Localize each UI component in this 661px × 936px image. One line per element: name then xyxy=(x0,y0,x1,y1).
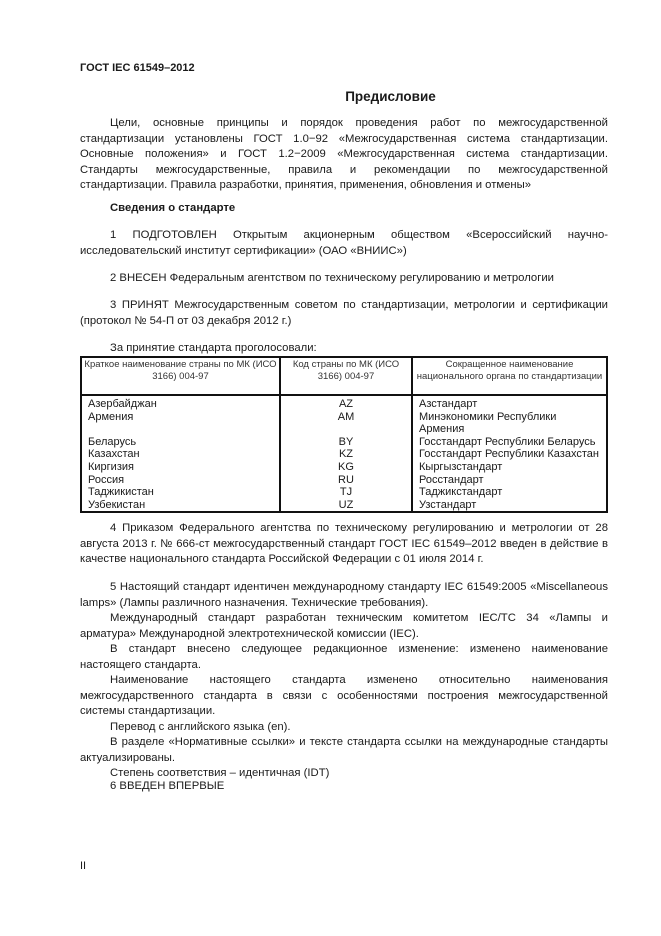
standards-body: Госстандарт Республики Беларусь xyxy=(412,436,607,449)
country-name: Азербайджан xyxy=(81,395,280,411)
country-code: BY xyxy=(280,436,412,449)
country-name: Россия xyxy=(81,474,280,487)
item-1-text: 1 ПОДГОТОВЛЕН Открытым акционерным обществом «Всероссийский научно-исследовательский институт сертификации» (ОАО «ВНИИС») xyxy=(80,229,608,257)
standards-body: Таджикстандарт xyxy=(412,486,607,499)
country-name: Киргизия xyxy=(81,461,280,474)
country-code: KG xyxy=(280,461,412,474)
table-row xyxy=(81,395,607,411)
item-6 xyxy=(80,779,608,795)
item-2-text: 2 ВНЕСЕН Федеральным агентством по техническому регулированию и метрологии xyxy=(110,272,554,284)
country-code: UZ xyxy=(280,499,412,513)
standards-body: Кыргызстандарт xyxy=(412,461,607,474)
item-3 xyxy=(80,298,608,329)
table-row xyxy=(81,499,607,513)
header-country-name: Краткое наименование страны по МК (ИСО 3166) 004-97 xyxy=(81,357,280,395)
standards-body: Госстандарт Республики Казахстан xyxy=(412,448,607,461)
table-header-row xyxy=(81,357,607,395)
item-2 xyxy=(80,271,608,287)
country-name: Беларусь xyxy=(81,436,280,449)
standards-body: Узстандарт xyxy=(412,499,607,513)
standards-body: Азстандарт xyxy=(412,395,607,411)
country-code: TJ xyxy=(280,486,412,499)
table-row xyxy=(81,436,607,449)
vote-caption-block xyxy=(80,341,608,357)
item-5-translation: Перевод с английского языка (en). xyxy=(110,720,291,733)
table-row xyxy=(81,411,607,436)
item-6-text: 6 ВВЕДЕН ВПЕРВЫЕ xyxy=(110,780,225,792)
section-heading-block xyxy=(80,201,608,217)
standards-body: Минэкономики Республики Армения xyxy=(412,411,607,436)
vote-caption: За принятие стандарта проголосовали: xyxy=(110,342,317,354)
country-name: Узбекистан xyxy=(81,499,280,513)
header-country-code: Код страны по МК (ИСО 3166) 004-97 xyxy=(280,357,412,395)
page-number: II xyxy=(80,860,87,872)
item-5-conformity: Степень соответствия – идентичная (IDT) xyxy=(110,767,330,779)
item-4 xyxy=(80,521,608,568)
country-code: AZ xyxy=(280,395,412,411)
voting-countries-table xyxy=(80,356,608,513)
header-standards-body: Сокращенное наименование национального органа по стандартизации xyxy=(412,357,607,395)
item-5-editorial-change: В стандарт внесено следующее редакционное изменение: изменено наименование настоящего стандарта. xyxy=(80,643,608,671)
item-3-text: 3 ПРИНЯТ Межгосударственным советом по стандартизации, метрологии и сертификации (протокол № 54-П от 03 декабря 2012 г.) xyxy=(80,299,608,327)
table-row xyxy=(81,448,607,461)
item-5-references: В разделе «Нормативные ссылки» и тексте стандарта ссылки на международные стандарты актуализированы. xyxy=(80,736,608,764)
page-title: Предисловие xyxy=(345,89,436,104)
country-name: Казахстан xyxy=(81,448,280,461)
country-code: RU xyxy=(280,474,412,487)
country-name: Таджикистан xyxy=(81,486,280,499)
item-5-text: 5 Настоящий стандарт идентичен международному стандарту IEC 61549:2005 «Miscellaneous lamps» (Лампы различного назначения. Технические требования). xyxy=(80,581,608,609)
item-5-iec-committee: Международный стандарт разработан техническим комитетом IEC/TC 34 «Лампы и арматура» Международной электротехнической комиссии (IEC). xyxy=(80,612,608,640)
country-code: KZ xyxy=(280,448,412,461)
table-row xyxy=(81,486,607,499)
item-1 xyxy=(80,228,608,259)
intro-text: Цели, основные принципы и порядок проведения работ по межгосударственной стандартизации установлены ГОСТ 1.0−92 «Межгосударственная система стандартизации. Основные положения» и ГОСТ 1.2−2009 «Межгосударственная система стандартизации. Стандарты межгосударственные, правила и рекомендации по межгосударственной стандартизации. Правила разработки, принятия, применения, обновления и отмены» xyxy=(80,117,608,191)
table-row xyxy=(81,474,607,487)
document-code-header: ГОСТ IEC 61549–2012 xyxy=(80,62,195,74)
section-heading: Сведения о стандарте xyxy=(110,202,236,214)
intro-paragraph xyxy=(80,116,608,194)
standards-body: Росстандарт xyxy=(412,474,607,487)
item-4-text: 4 Приказом Федерального агентства по техническому регулированию и метрологии от 28 августа 2013 г. № 666-ст межгосударственный стандарт ГОСТ IEC 61549–2012 введен в действие в качестве национального стандарта Российской Федерации с 01 июля 2014 г. xyxy=(80,522,608,565)
country-name: Армения xyxy=(81,411,280,436)
table-row xyxy=(81,461,607,474)
item-5-name-change: Наименование настоящего стандарта изменено относительно наименования межгосударственного стандарта в связи с особенностями построения межгосударственной системы стандартизации. xyxy=(80,674,608,717)
item-5 xyxy=(80,580,608,782)
country-code: AM xyxy=(280,411,412,436)
